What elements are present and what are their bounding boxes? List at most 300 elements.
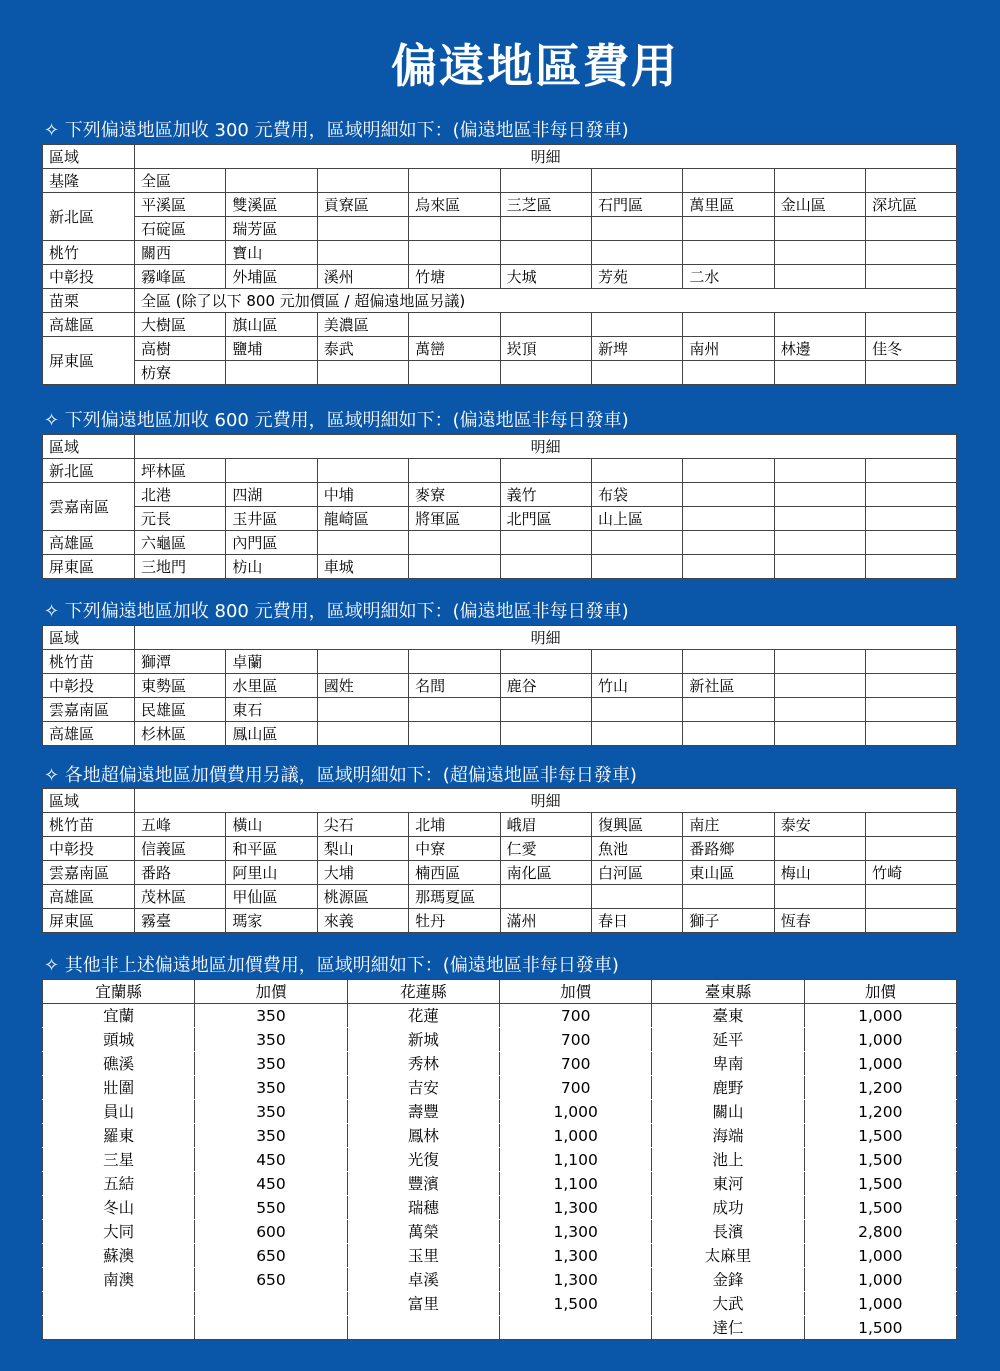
district-cell: 坪林區 [135, 459, 226, 483]
table-row [43, 217, 957, 241]
table-row [43, 650, 957, 674]
price-cell: 萬榮 [347, 1220, 499, 1244]
table-row [43, 337, 957, 361]
price-cell: 2,800 [804, 1220, 956, 1244]
price-cell: 350 [195, 1076, 347, 1100]
district-cell: 枋寮 [135, 361, 226, 385]
district-cell [591, 217, 682, 241]
price-cell: 宜蘭 [43, 1004, 195, 1028]
header-region: 區域 [43, 789, 135, 813]
district-cell: 番路 [135, 861, 226, 885]
region-name: 屏東區 [43, 555, 135, 579]
region-name: 雲嘉南區 [43, 861, 135, 885]
district-cell [683, 698, 774, 722]
district-cell [683, 313, 774, 337]
region-name: 雲嘉南區 [43, 483, 135, 531]
section-heading: ✧ 其他非上述偏遠地區加價費用，區域明細如下：(偏遠地區非每日發車) [44, 955, 619, 976]
district-cell [409, 459, 500, 483]
district-cell: 霧臺 [135, 909, 226, 933]
district-cell: 南州 [683, 337, 774, 361]
district-cell [866, 813, 957, 837]
district-cell [500, 313, 591, 337]
district-cell [774, 650, 865, 674]
district-cell: 鹿谷 [500, 674, 591, 698]
price-cell [499, 1316, 651, 1340]
district-cell: 白河區 [591, 861, 682, 885]
district-cell: 北港 [135, 483, 226, 507]
district-cell [774, 698, 865, 722]
district-cell [683, 361, 774, 385]
district-cell [866, 531, 957, 555]
district-cell: 佳冬 [866, 337, 957, 361]
price-cell: 1,300 [499, 1268, 651, 1292]
price-cell: 成功 [652, 1196, 804, 1220]
price-cell: 1,100 [499, 1148, 651, 1172]
region-name: 中彰投 [43, 265, 135, 289]
price-cell: 達仁 [652, 1316, 804, 1340]
price-cell: 大同 [43, 1220, 195, 1244]
district-cell [500, 650, 591, 674]
district-cell: 竹山 [591, 674, 682, 698]
price-cell: 1,500 [804, 1172, 956, 1196]
district-cell: 萬里區 [683, 193, 774, 217]
district-cell: 來義 [317, 909, 408, 933]
district-cell: 烏來區 [409, 193, 500, 217]
district-cell: 竹塘 [409, 265, 500, 289]
district-cell: 橫山 [226, 813, 317, 837]
price-cell: 1,500 [804, 1316, 956, 1340]
price-cell: 450 [195, 1148, 347, 1172]
price-cell: 鳳林 [347, 1124, 499, 1148]
district-cell: 大樹區 [135, 313, 226, 337]
table-row [43, 885, 957, 909]
district-cell [409, 217, 500, 241]
table-row [43, 459, 957, 483]
table-row [43, 1148, 957, 1172]
district-cell [500, 169, 591, 193]
district-cell [317, 361, 408, 385]
price-cell: 金鋒 [652, 1268, 804, 1292]
district-cell [774, 674, 865, 698]
district-cell: 東勢區 [135, 674, 226, 698]
region-name: 屏東區 [43, 909, 135, 933]
district-cell: 魚池 [591, 837, 682, 861]
price-cell: 花蓮 [347, 1004, 499, 1028]
header-region: 區域 [43, 145, 135, 169]
district-cell: 鹽埔 [226, 337, 317, 361]
district-cell [500, 885, 591, 909]
district-cell: 三地門 [135, 555, 226, 579]
price-cell: 富里 [347, 1292, 499, 1316]
district-cell: 梅山 [774, 861, 865, 885]
district-cell [683, 507, 774, 531]
table-row [43, 265, 957, 289]
price-cell: 池上 [652, 1148, 804, 1172]
district-cell [774, 217, 865, 241]
price-cell: 550 [195, 1196, 347, 1220]
district-cell [866, 885, 957, 909]
district-cell [317, 698, 408, 722]
district-cell: 民雄區 [135, 698, 226, 722]
district-cell [774, 169, 865, 193]
table-row [43, 837, 957, 861]
district-cell [226, 361, 317, 385]
district-cell [683, 483, 774, 507]
district-cell: 義竹 [500, 483, 591, 507]
region-name: 高雄區 [43, 531, 135, 555]
district-cell [774, 722, 865, 746]
district-cell: 內門區 [226, 531, 317, 555]
table-row [43, 555, 957, 579]
district-cell [591, 169, 682, 193]
district-cell: 全區 [135, 169, 226, 193]
price-cell: 1,000 [804, 1268, 956, 1292]
table-row [43, 1004, 957, 1028]
district-cell [866, 722, 957, 746]
table-row [43, 813, 957, 837]
region-name: 高雄區 [43, 313, 135, 337]
price-cell: 650 [195, 1268, 347, 1292]
district-cell [591, 531, 682, 555]
district-cell [866, 361, 957, 385]
district-cell: 竹崎 [866, 861, 957, 885]
district-cell [774, 531, 865, 555]
price-cell: 650 [195, 1244, 347, 1268]
district-cell: 東石 [226, 698, 317, 722]
district-cell [591, 885, 682, 909]
district-cell [683, 459, 774, 483]
price-cell: 350 [195, 1124, 347, 1148]
district-cell [409, 698, 500, 722]
table-row [43, 1172, 957, 1196]
price-cell: 礁溪 [43, 1052, 195, 1076]
district-cell [500, 459, 591, 483]
district-cell [774, 507, 865, 531]
price-cell: 玉里 [347, 1244, 499, 1268]
region-name: 雲嘉南區 [43, 698, 135, 722]
district-cell: 崁頂 [500, 337, 591, 361]
district-cell: 恆春 [774, 909, 865, 933]
district-cell: 水里區 [226, 674, 317, 698]
region-fee-table [42, 625, 957, 746]
price-cell [347, 1316, 499, 1340]
price-cell [195, 1316, 347, 1340]
district-cell: 龍崎區 [317, 507, 408, 531]
price-cell: 豐濱 [347, 1172, 499, 1196]
table-row [43, 1268, 957, 1292]
price-cell: 1,000 [804, 1244, 956, 1268]
district-cell: 美濃區 [317, 313, 408, 337]
county-price-table [42, 979, 957, 1340]
price-table-header: 加價 [804, 980, 956, 1004]
region-fee-table [42, 788, 957, 933]
price-cell: 員山 [43, 1100, 195, 1124]
district-cell: 杉林區 [135, 722, 226, 746]
district-cell [226, 459, 317, 483]
district-cell [500, 722, 591, 746]
table-row [43, 531, 957, 555]
section-heading: ✧ 下列偏遠地區加收 300 元費用，區域明細如下：(偏遠地區非每日發車) [44, 120, 629, 141]
district-cell [866, 507, 957, 531]
price-cell: 太麻里 [652, 1244, 804, 1268]
price-cell: 1,000 [499, 1100, 651, 1124]
price-cell: 卓溪 [347, 1268, 499, 1292]
district-cell [774, 361, 865, 385]
district-cell: 南化區 [500, 861, 591, 885]
table-row [43, 1196, 957, 1220]
district-cell: 春日 [591, 909, 682, 933]
district-cell [866, 837, 957, 861]
table-row [43, 861, 957, 885]
district-cell: 布袋 [591, 483, 682, 507]
price-cell: 秀林 [347, 1052, 499, 1076]
district-cell: 旗山區 [226, 313, 317, 337]
district-cell [500, 698, 591, 722]
district-cell [774, 555, 865, 579]
price-cell [43, 1292, 195, 1316]
price-cell: 1,500 [804, 1196, 956, 1220]
header-region: 區域 [43, 626, 135, 650]
price-cell: 1,000 [804, 1004, 956, 1028]
district-cell [317, 650, 408, 674]
price-cell [195, 1292, 347, 1316]
price-cell: 1,000 [804, 1052, 956, 1076]
district-cell: 外埔區 [226, 265, 317, 289]
district-cell [774, 313, 865, 337]
region-name: 新北區 [43, 193, 135, 241]
district-cell: 阿里山 [226, 861, 317, 885]
district-cell [683, 722, 774, 746]
district-cell: 玉井區 [226, 507, 317, 531]
district-cell [683, 169, 774, 193]
district-cell [591, 241, 682, 265]
district-cell [683, 885, 774, 909]
district-cell [409, 313, 500, 337]
district-cell [866, 650, 957, 674]
district-cell: 雙溪區 [226, 193, 317, 217]
district-cell: 那瑪夏區 [409, 885, 500, 909]
district-cell: 麥寮 [409, 483, 500, 507]
district-cell [409, 241, 500, 265]
header-detail: 明細 [135, 626, 957, 650]
district-cell: 高樹 [135, 337, 226, 361]
district-cell: 信義區 [135, 837, 226, 861]
district-cell: 峨眉 [500, 813, 591, 837]
price-cell: 1,000 [499, 1124, 651, 1148]
district-cell: 林邊 [774, 337, 865, 361]
district-cell: 中埔 [317, 483, 408, 507]
district-cell [409, 555, 500, 579]
district-cell: 貢寮區 [317, 193, 408, 217]
district-cell [317, 531, 408, 555]
district-cell: 芳苑 [591, 265, 682, 289]
price-cell: 吉安 [347, 1076, 499, 1100]
district-cell: 深坑區 [866, 193, 957, 217]
district-cell: 東山區 [683, 861, 774, 885]
district-cell: 金山區 [774, 193, 865, 217]
district-cell: 卓蘭 [226, 650, 317, 674]
price-cell: 延平 [652, 1028, 804, 1052]
table-row [43, 1220, 957, 1244]
region-name: 中彰投 [43, 674, 135, 698]
price-cell: 瑞穗 [347, 1196, 499, 1220]
district-cell [774, 459, 865, 483]
district-cell: 仁愛 [500, 837, 591, 861]
table-row [43, 1076, 957, 1100]
price-cell: 1,000 [804, 1292, 956, 1316]
district-cell: 石碇區 [135, 217, 226, 241]
district-cell: 獅子 [683, 909, 774, 933]
district-cell [226, 169, 317, 193]
district-cell: 元長 [135, 507, 226, 531]
district-cell [409, 722, 500, 746]
price-cell: 450 [195, 1172, 347, 1196]
district-cell: 牡丹 [409, 909, 500, 933]
region-name: 桃竹苗 [43, 813, 135, 837]
district-note: 全區 (除了以下 800 元加價區 / 超偏遠地區另議) [135, 289, 957, 313]
district-cell [591, 650, 682, 674]
table-row [43, 1316, 957, 1340]
price-cell: 1,500 [804, 1124, 956, 1148]
price-table-header: 加價 [195, 980, 347, 1004]
region-name: 新北區 [43, 459, 135, 483]
region-fee-table [42, 434, 957, 579]
table-row [43, 483, 957, 507]
district-cell [774, 483, 865, 507]
price-cell: 東河 [652, 1172, 804, 1196]
section-heading: ✧ 各地超偏遠地區加價費用另議，區域明細如下：(超偏遠地區非每日發車) [44, 765, 637, 786]
region-name: 基隆 [43, 169, 135, 193]
price-cell [43, 1316, 195, 1340]
district-cell [866, 674, 957, 698]
district-cell [409, 650, 500, 674]
district-cell [409, 361, 500, 385]
district-cell [866, 241, 957, 265]
district-cell [866, 217, 957, 241]
district-cell: 大埔 [317, 861, 408, 885]
price-cell: 鹿野 [652, 1076, 804, 1100]
district-cell [866, 909, 957, 933]
district-cell: 南庄 [683, 813, 774, 837]
table-row [43, 674, 957, 698]
district-cell [500, 217, 591, 241]
district-cell: 瑪家 [226, 909, 317, 933]
region-name: 中彰投 [43, 837, 135, 861]
district-cell: 名間 [409, 674, 500, 698]
district-cell [500, 531, 591, 555]
district-cell [866, 698, 957, 722]
price-cell: 新城 [347, 1028, 499, 1052]
district-cell [591, 555, 682, 579]
district-cell [683, 555, 774, 579]
district-cell [774, 837, 865, 861]
price-cell: 大武 [652, 1292, 804, 1316]
district-cell [409, 169, 500, 193]
district-cell [866, 459, 957, 483]
district-cell: 車城 [317, 555, 408, 579]
table-row [43, 909, 957, 933]
price-cell: 1,300 [499, 1244, 651, 1268]
price-cell: 頭城 [43, 1028, 195, 1052]
district-cell [500, 555, 591, 579]
district-cell [500, 241, 591, 265]
region-name: 苗栗 [43, 289, 135, 313]
district-cell [774, 265, 865, 289]
region-name: 屏東區 [43, 337, 135, 385]
district-cell: 石門區 [591, 193, 682, 217]
header-detail: 明細 [135, 145, 957, 169]
district-cell: 北門區 [500, 507, 591, 531]
district-cell [866, 313, 957, 337]
price-cell: 1,500 [499, 1292, 651, 1316]
price-cell: 700 [499, 1076, 651, 1100]
district-cell [317, 459, 408, 483]
price-cell: 350 [195, 1028, 347, 1052]
price-cell: 南澳 [43, 1268, 195, 1292]
district-cell [683, 217, 774, 241]
district-cell: 梨山 [317, 837, 408, 861]
district-cell: 甲仙區 [226, 885, 317, 909]
price-cell: 700 [499, 1004, 651, 1028]
section-heading: ✧ 下列偏遠地區加收 600 元費用，區域明細如下：(偏遠地區非每日發車) [44, 410, 629, 431]
section-heading: ✧ 下列偏遠地區加收 800 元費用，區域明細如下：(偏遠地區非每日發車) [44, 601, 629, 622]
price-cell: 壽豐 [347, 1100, 499, 1124]
district-cell [591, 361, 682, 385]
district-cell: 萬巒 [409, 337, 500, 361]
price-cell: 1,100 [499, 1172, 651, 1196]
district-cell [774, 885, 865, 909]
price-cell: 五結 [43, 1172, 195, 1196]
district-cell: 番路鄉 [683, 837, 774, 861]
district-cell: 桃源區 [317, 885, 408, 909]
district-cell: 將軍區 [409, 507, 500, 531]
price-table-header: 宜蘭縣 [43, 980, 195, 1004]
district-cell: 泰安 [774, 813, 865, 837]
district-cell [866, 169, 957, 193]
table-row [43, 1052, 957, 1076]
district-cell: 國姓 [317, 674, 408, 698]
district-cell: 滿州 [500, 909, 591, 933]
district-cell: 二水 [683, 265, 774, 289]
price-cell: 海端 [652, 1124, 804, 1148]
district-cell [683, 241, 774, 265]
table-row [43, 1124, 957, 1148]
price-cell: 1,500 [804, 1148, 956, 1172]
table-row [43, 1244, 957, 1268]
district-cell: 北埔 [409, 813, 500, 837]
price-cell: 長濱 [652, 1220, 804, 1244]
table-row [43, 1028, 957, 1052]
region-name: 桃竹苗 [43, 650, 135, 674]
district-cell: 平溪區 [135, 193, 226, 217]
district-cell: 泰武 [317, 337, 408, 361]
price-cell: 關山 [652, 1100, 804, 1124]
district-cell: 和平區 [226, 837, 317, 861]
district-cell: 五峰 [135, 813, 226, 837]
price-cell: 羅東 [43, 1124, 195, 1148]
table-row [43, 193, 957, 217]
district-cell: 霧峰區 [135, 265, 226, 289]
price-cell: 700 [499, 1028, 651, 1052]
district-cell [683, 650, 774, 674]
region-name: 高雄區 [43, 885, 135, 909]
district-cell [591, 722, 682, 746]
table-row [43, 313, 957, 337]
price-cell: 壯圍 [43, 1076, 195, 1100]
region-fee-table [42, 144, 957, 385]
price-cell: 1,000 [804, 1028, 956, 1052]
district-cell: 山上區 [591, 507, 682, 531]
